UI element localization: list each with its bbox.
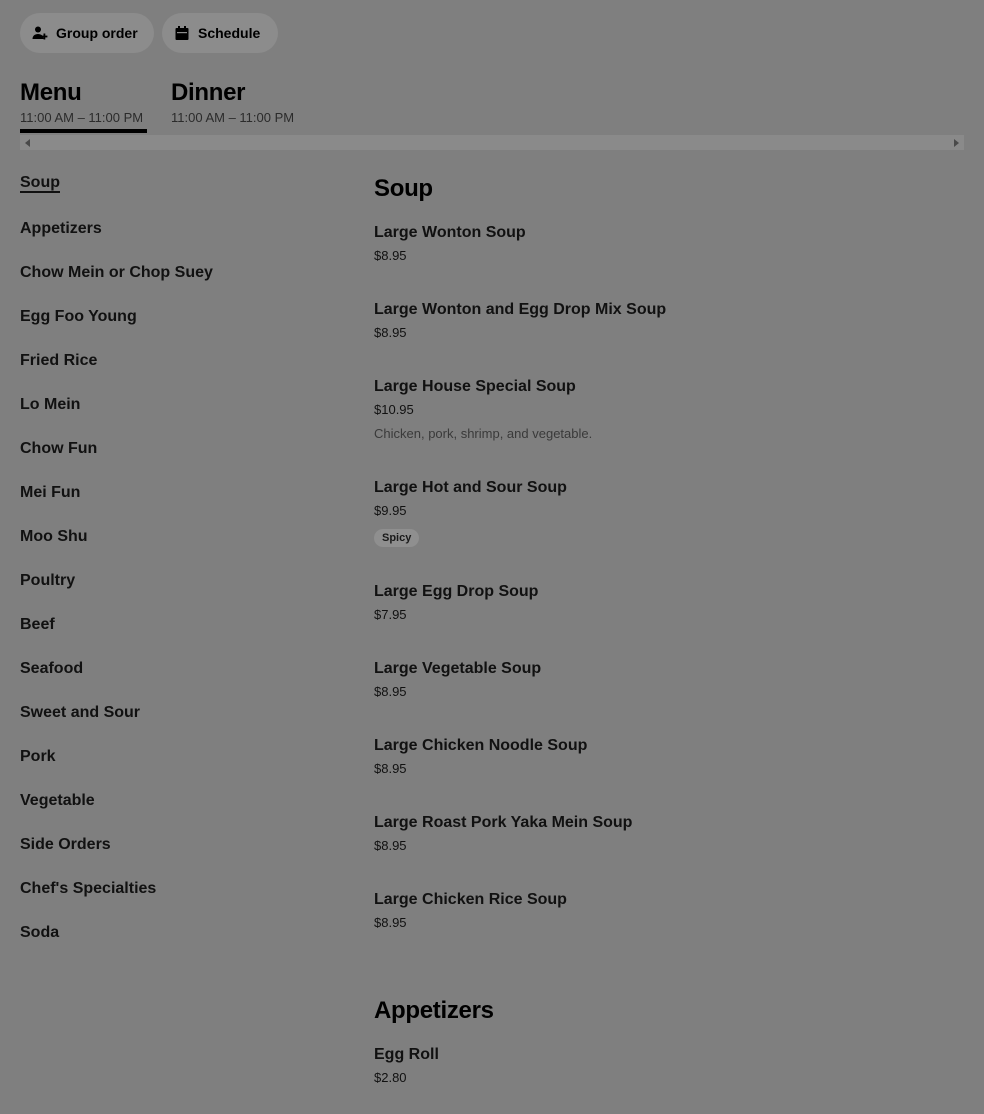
menu-item[interactable] (374, 1044, 964, 1087)
menu-item[interactable] (374, 581, 964, 624)
item-name: Large Egg Drop Soup (374, 583, 539, 600)
menu-item[interactable] (374, 735, 964, 778)
schedule-button[interactable] (162, 13, 278, 53)
category-label: Vegetable (20, 792, 95, 809)
item-name: Large Vegetable Soup (374, 660, 542, 677)
category-label: Appetizers (20, 220, 102, 237)
category-item-lo-mein[interactable] (20, 394, 340, 438)
category-label: Chow Mein or Chop Suey (20, 264, 213, 281)
category-item-pork[interactable] (20, 746, 340, 790)
item-name: Egg Roll (374, 1046, 439, 1063)
category-label: Mei Fun (20, 484, 81, 501)
category-label: Moo Shu (20, 528, 88, 545)
item-price: $8.95 (374, 761, 407, 776)
menu-item[interactable] (374, 812, 964, 855)
category-item-chow-mein[interactable] (20, 262, 340, 306)
section-title: Soup (374, 175, 433, 202)
menu-tab-hours: 11:00 AM – 11:00 PM (171, 110, 295, 125)
category-label: Chef's Specialties (20, 880, 157, 897)
category-label: Seafood (20, 660, 84, 677)
item-name: Large Wonton and Egg Drop Mix Soup (374, 301, 667, 318)
category-item-sweet-and-sour[interactable] (20, 702, 340, 746)
add-person-icon (32, 25, 48, 41)
calendar-icon (174, 25, 190, 41)
item-price: $8.95 (374, 915, 407, 930)
category-item-fried-rice[interactable] (20, 350, 340, 394)
item-name: Large House Special Soup (374, 378, 576, 395)
item-name: Large Chicken Rice Soup (374, 891, 567, 908)
category-label: Soda (20, 924, 60, 941)
menu-item[interactable] (374, 376, 964, 443)
section-title: Appetizers (374, 997, 494, 1024)
menu-tab-hours: 11:00 AM – 11:00 PM (20, 110, 144, 125)
menu-tab-dinner[interactable] (171, 78, 294, 125)
category-item-egg-foo-young[interactable] (20, 306, 340, 350)
menu-item[interactable] (374, 477, 964, 547)
menu-section-appetizers (374, 994, 964, 1087)
item-price: $8.95 (374, 248, 407, 263)
category-item-chow-fun[interactable] (20, 438, 340, 482)
category-item-mei-fun[interactable] (20, 482, 340, 526)
category-item-soda[interactable] (20, 922, 340, 966)
scroll-right-icon[interactable] (954, 139, 959, 147)
category-item-appetizers[interactable] (20, 218, 340, 262)
item-name: Large Chicken Noodle Soup (374, 737, 588, 754)
item-price: $2.80 (374, 1070, 407, 1085)
category-label: Pork (20, 748, 56, 765)
item-name: Large Hot and Sour Soup (374, 479, 567, 496)
item-price: $8.95 (374, 684, 407, 699)
item-price: $10.95 (374, 402, 414, 417)
category-label: Soup (20, 174, 60, 191)
category-item-moo-shu[interactable] (20, 526, 340, 570)
category-label: Sweet and Sour (20, 704, 141, 721)
category-item-beef[interactable] (20, 614, 340, 658)
item-name: Large Wonton Soup (374, 224, 526, 241)
menu-item[interactable] (374, 658, 964, 701)
category-nav (20, 172, 340, 966)
item-price: $7.95 (374, 607, 407, 622)
item-description: Chicken, pork, shrimp, and vegetable. (374, 426, 593, 441)
item-price: $8.95 (374, 838, 407, 853)
group-order-label: Group order (56, 25, 138, 41)
item-price: $9.95 (374, 503, 407, 518)
menu-item[interactable] (374, 222, 964, 265)
category-label: Chow Fun (20, 440, 98, 457)
category-item-vegetable[interactable] (20, 790, 340, 834)
item-price: $8.95 (374, 325, 407, 340)
category-label: Egg Foo Young (20, 308, 137, 325)
category-item-chefs-specialties[interactable] (20, 878, 340, 922)
category-item-soup[interactable] (20, 172, 340, 218)
menu-section-soup (374, 172, 964, 932)
schedule-label: Schedule (198, 25, 261, 41)
category-item-seafood[interactable] (20, 658, 340, 702)
scroll-left-icon[interactable] (25, 139, 30, 147)
menu-tab-title: Dinner (171, 79, 246, 106)
menu-tab-title: Menu (20, 79, 82, 106)
category-label: Side Orders (20, 836, 111, 853)
category-label: Fried Rice (20, 352, 98, 369)
category-label: Poultry (20, 572, 76, 589)
item-name: Large Roast Pork Yaka Mein Soup (374, 814, 633, 831)
category-label: Lo Mein (20, 396, 81, 413)
category-item-side-orders[interactable] (20, 834, 340, 878)
spicy-badge: Spicy (374, 529, 419, 547)
menu-content (374, 172, 964, 1087)
category-label: Beef (20, 616, 55, 633)
group-order-button[interactable] (20, 13, 154, 53)
category-item-poultry[interactable] (20, 570, 340, 614)
menu-tab-menu[interactable] (20, 78, 143, 125)
menu-item[interactable] (374, 889, 964, 932)
menu-item[interactable] (374, 299, 964, 342)
selected-tab-indicator (20, 129, 147, 133)
horizontal-scrollbar[interactable] (20, 135, 964, 150)
